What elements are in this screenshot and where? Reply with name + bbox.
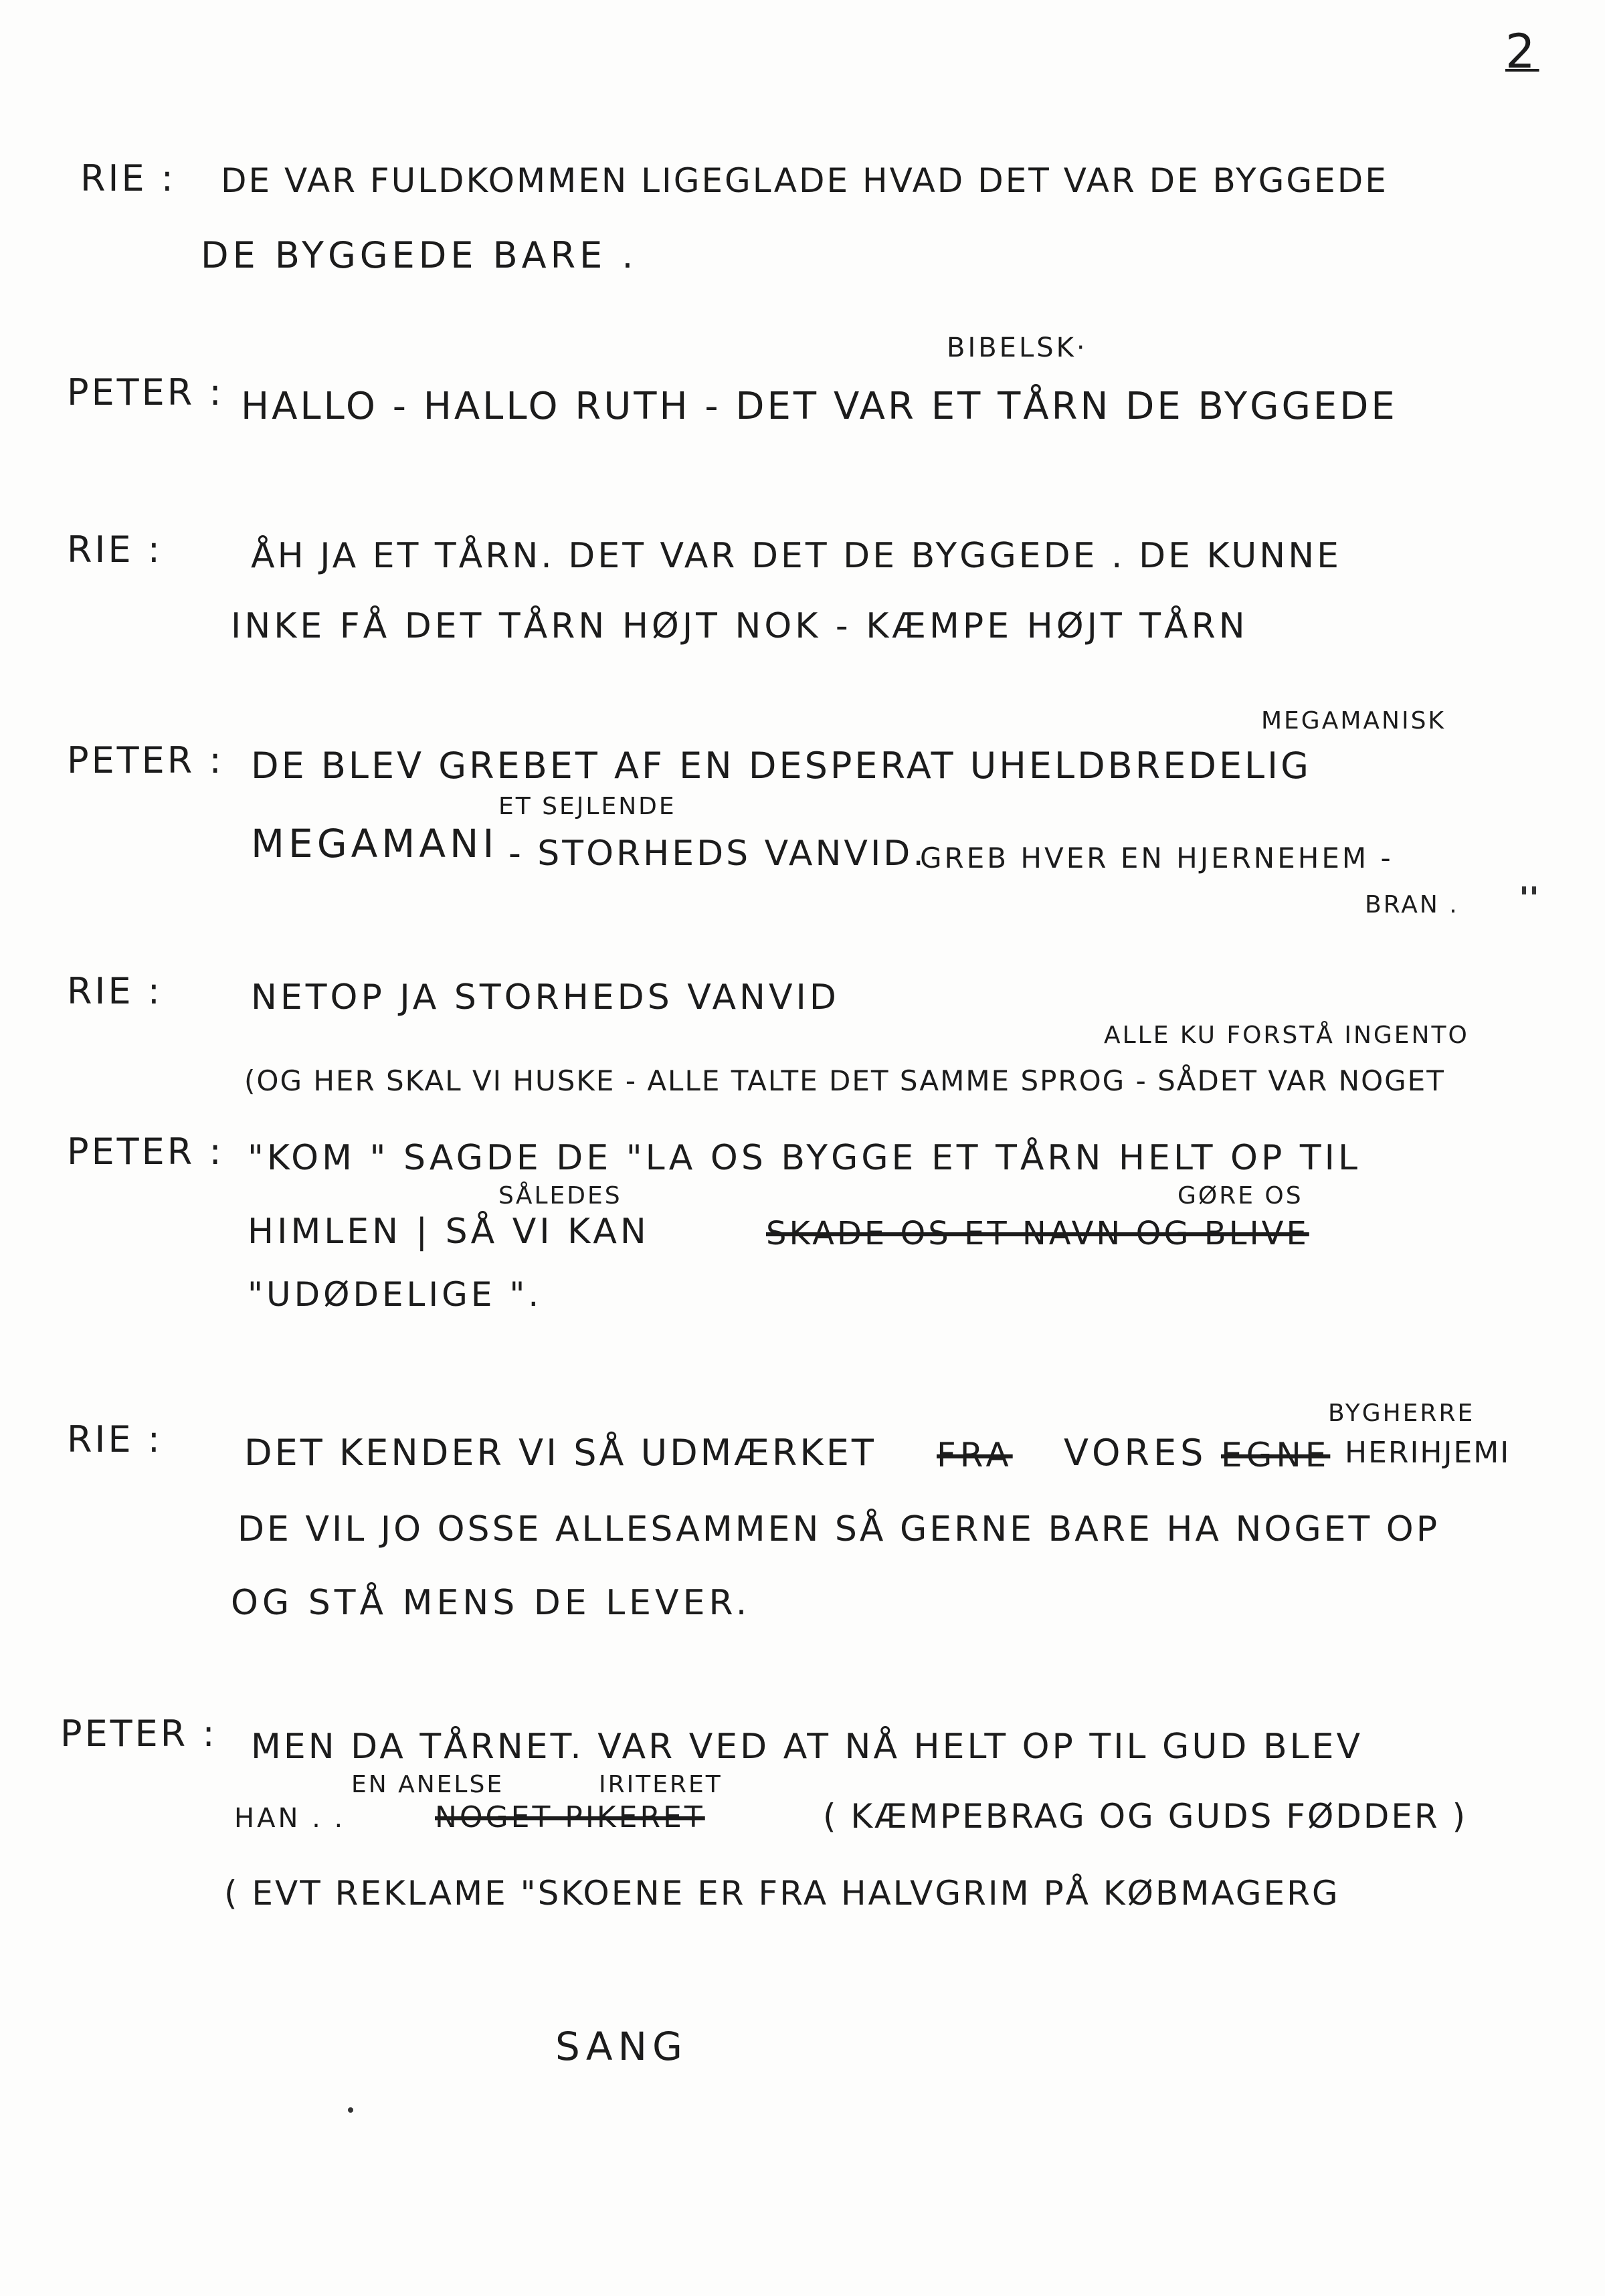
stray-mark xyxy=(348,2107,353,2113)
dialogue-line: MEN DA TÅRNET. VAR VED AT NÅ HELT OP TIL GUD BLEV xyxy=(251,1727,1363,1767)
dialogue-line: ÅH JA ET TÅRN. DET VAR DET DE BYGGEDE . DE KUNNE xyxy=(251,536,1341,576)
dialogue-line: HIMLEN | SÅ VI KAN xyxy=(248,1212,650,1252)
insertion-note: ALLE KU FORSTÅ INGENTO xyxy=(1104,1022,1469,1049)
insertion-note: BIBELSK· xyxy=(947,332,1088,363)
dialogue-line: GREB HVER EN HJERNEHEM - xyxy=(920,842,1394,874)
speaker-peter: PETER : xyxy=(67,371,224,413)
dialogue-line: MEGAMANI xyxy=(251,821,498,866)
struck-text: FRA xyxy=(937,1436,1013,1474)
dialogue-line: DE VIL JO OSSE ALLESAMMEN SÅ GERNE BARE HA NOGET OP xyxy=(238,1509,1440,1549)
stray-mark xyxy=(1532,886,1536,894)
insertion-note: GØRE OS xyxy=(1177,1182,1303,1210)
insertion-note: EN ANELSE xyxy=(351,1771,504,1798)
struck-text: EGNE xyxy=(1221,1436,1331,1474)
struck-text: NOGET PIKERET xyxy=(435,1800,705,1834)
dialogue-line: DET KENDER VI SÅ UDMÆRKET xyxy=(244,1432,876,1474)
dialogue-line: DE VAR FULDKOMMEN LIGEGLADE HVAD DET VAR DE BYGGEDE xyxy=(221,161,1388,200)
dialogue-line: HERIHJEMI xyxy=(1345,1436,1511,1470)
page-number: 2 xyxy=(1505,24,1539,79)
speaker-peter: PETER : xyxy=(67,1131,224,1173)
struck-text: SKADE OS ET NAVN OG BLIVE xyxy=(766,1215,1309,1252)
dialogue-line: BRAN . xyxy=(1365,891,1459,919)
insertion-note: ET SEJLENDE xyxy=(498,793,676,820)
insertion-note: MEGAMANISK xyxy=(1261,707,1446,735)
speaker-rie: RIE : xyxy=(80,157,176,199)
insertion-note: SÅLEDES xyxy=(498,1182,622,1210)
song-heading: SANG xyxy=(555,2024,688,2069)
speaker-rie: RIE : xyxy=(67,529,163,571)
dialogue-line: ( KÆMPEBRAG OG GUDS FØDDER ) xyxy=(823,1797,1468,1836)
stray-mark xyxy=(1522,886,1526,894)
dialogue-line: HALLO - HALLO RUTH - DET VAR ET TÅRN DE BYGGEDE xyxy=(241,385,1398,428)
dialogue-line: DE BYGGEDE BARE . xyxy=(201,234,638,276)
speaker-peter: PETER : xyxy=(67,739,224,781)
dialogue-line: INKE FÅ DET TÅRN HØJT NOK - KÆMPE HØJT TÅRN xyxy=(231,606,1248,646)
dialogue-line: "KOM " SAGDE DE "LA OS BYGGE ET TÅRN HELT OP TIL xyxy=(248,1138,1361,1178)
dialogue-line: VORES xyxy=(1064,1432,1208,1474)
dialogue-line: HAN . . xyxy=(234,1803,346,1834)
dialogue-line: (OG HER SKAL VI HUSKE - ALLE TALTE DET SAMME SPROG - SÅDET VAR NOGET xyxy=(244,1064,1445,1097)
speaker-rie: RIE : xyxy=(67,970,163,1012)
dialogue-line: "UDØDELIGE ". xyxy=(248,1275,543,1314)
insertion-note: IRITERET xyxy=(599,1771,723,1798)
dialogue-line: NETOP JA STORHEDS VANVID xyxy=(251,977,840,1018)
speaker-rie: RIE : xyxy=(67,1418,163,1460)
dialogue-line: DE BLEV GREBET AF EN DESPERAT UHELDBREDELIG xyxy=(251,745,1311,787)
dialogue-line: OG STÅ MENS DE LEVER. xyxy=(231,1583,751,1623)
speaker-peter: PETER : xyxy=(60,1713,217,1755)
insertion-note: BYGHERRE xyxy=(1328,1400,1475,1427)
dialogue-line: ( EVT REKLAME "SKOENE ER FRA HALVGRIM PÅ KØBMAGERG xyxy=(224,1874,1340,1913)
dialogue-line: - STORHEDS VANVID. xyxy=(508,834,927,874)
